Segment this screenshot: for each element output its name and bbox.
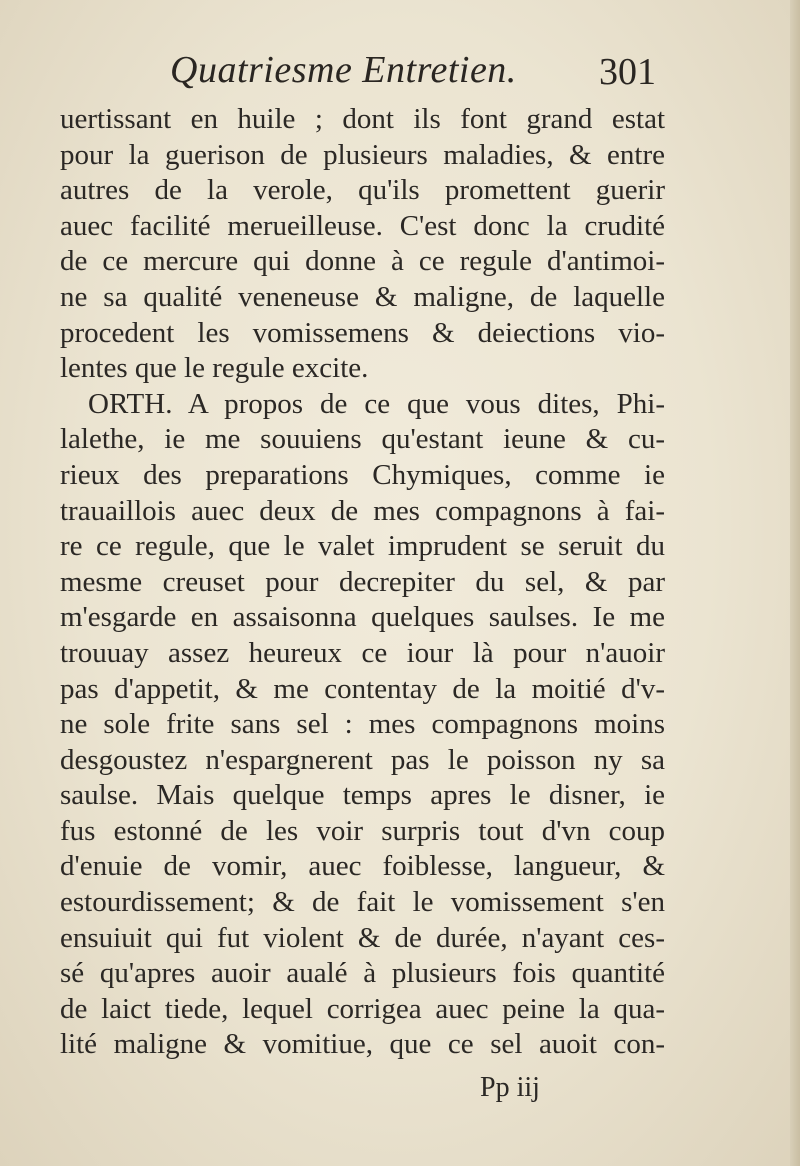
text-line: de laict tiede, lequel corrigea auec peine la qua- [60, 992, 665, 1025]
text-line: rieux des preparations Chymiques, comme ie [60, 458, 665, 491]
text-line: lentes que le regule excite. [60, 352, 369, 385]
text-line: ne sole frite sans sel : mes compagnons moins [60, 708, 665, 741]
text-line: pour la guerison de plusieurs maladies, & entre [60, 138, 665, 171]
text-line: trauaillois auec deux de mes compagnons à fai- [60, 494, 665, 527]
text-line: autres de la verole, qu'ils promettent guerir [60, 174, 665, 207]
running-title: Quatriesme Entretien. [170, 49, 517, 91]
text-line: lalethe, ie me souuiens qu'estant ieune & cu- [60, 423, 665, 456]
text-line: ne sa qualité veneneuse & maligne, de laquelle [60, 280, 665, 313]
page-number: 301 [599, 51, 656, 93]
page-header [60, 48, 660, 98]
text-line: saulse. Mais quelque temps apres le disner, ie [60, 779, 665, 812]
text-line: fus estonné de les voir surpris tout d'vn coup [60, 814, 665, 847]
text-line: ensuiuit qui fut violent & de durée, n'ayant ces- [60, 921, 665, 954]
text-line: uertissant en huile ; dont ils font grand estat [60, 103, 665, 135]
text-line: de ce mercure qui donne à ce regule d'antimoi- [60, 245, 665, 278]
text-line: mesme creuset pour decrepiter du sel, & par [60, 565, 665, 598]
text-line: auec facilité merueilleuse. C'est donc la crudité [60, 209, 665, 242]
text-line: m'esgarde en assaisonna quelques saulses. Ie me [60, 601, 665, 634]
page-edge [790, 0, 800, 1166]
text-line: estourdissement; & de fait le vomissement s'en [60, 886, 665, 919]
body-text [60, 102, 665, 1063]
text-line: d'enuie de vomir, auec foiblesse, langueur, & [60, 850, 665, 883]
paragraph-start-line: ORTH. A propos de ce que vous dites, Phi- [88, 387, 665, 420]
text-line: re ce regule, que le valet imprudent se seruit du [60, 530, 665, 563]
text-line: pas d'appetit, & me contentay de la moitié d'v- [60, 672, 665, 705]
text-line: trouuay assez heureux ce iour là pour n'auoir [60, 636, 665, 669]
page-footer [480, 1072, 630, 1112]
text-line: desgoustez n'espargnerent pas le poisson ny sa [60, 743, 665, 776]
text-line: sé qu'apres auoir aualé à plusieurs fois quantité [60, 957, 665, 990]
text-line: lité maligne & vomitiue, que ce sel auoit con- [60, 1028, 665, 1061]
signature-mark: Pp iij [480, 1072, 540, 1103]
text-line: procedent les vomissemens & deiections vio- [60, 316, 665, 349]
